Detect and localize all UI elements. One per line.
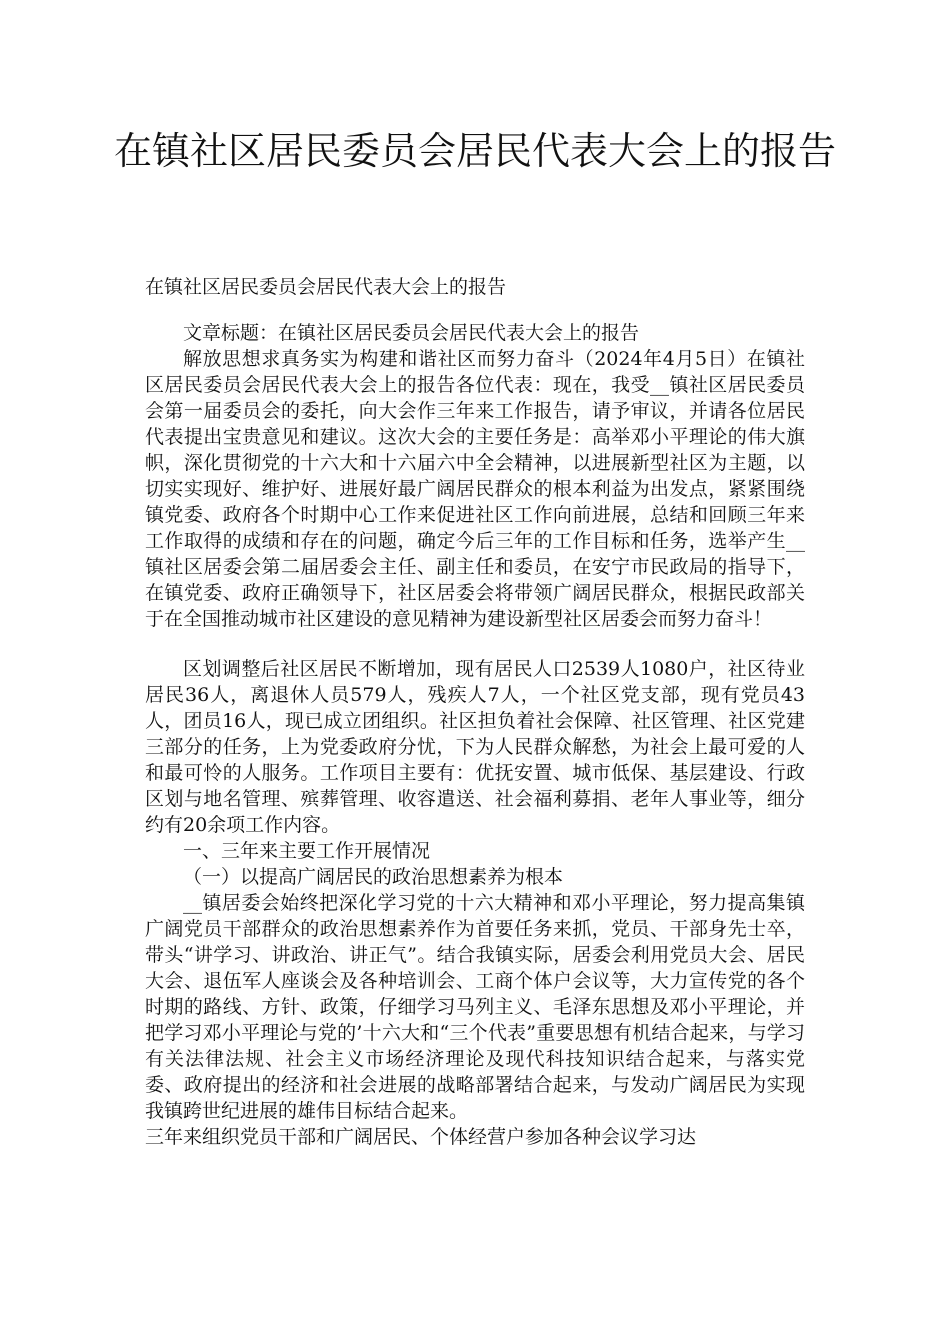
section-heading-1: 一、三年来主要工作开展情况 [183,840,431,862]
document-title: 在镇社区居民委员会居民代表大会上的报告 [113,129,836,173]
document-body [145,320,805,1150]
paragraph-continuation: 三年来组织党员干部和广阔居民、个体经营户参加各种会议学习达 [145,1126,697,1148]
paragraph-intro: 解放思想求真务实为构建和谐社区而努力奋斗（2024年4月5日）在镇社区居民委员会居民代表大会上的报告各位代表：现在，我受__镇社区居民委员会第一届委员会的委托，向大会作三年来工作报告，请予审议，并请各位居民代表提出宝贵意见和建议。这次大会的主要任务是：高举邓小平理论的伟大旗帜，深化贯彻党的十六大和十六届六中全会精神，以进展新型社区为主题，以切实实现好、维护好、进展好最广阔居民群众的根本利益为出发点，紧紧围绕镇党委、政府各个时期中心工作来促进社区工作向前进展，总结和回顾三年来工作取得的成绩和存在的问题，确定今后三年的工作目标和任务，选举产生__镇社区居委会第二届居委会主任、副主任和委员，在安宁市民政局的指导下，在镇党委、政府正确领导下，社区居委会将带领广阔居民群众，根据民政部关于在全国推动城市社区建设的意见精神为建设新型社区居委会而努力奋斗！ [145,348,805,630]
article-title-line: 文章标题：在镇社区居民委员会居民代表大会上的报告 [183,322,640,344]
document-subtitle: 在镇社区居民委员会居民代表大会上的报告 [145,276,507,298]
paragraph-section-1: __镇居委会始终把深化学习党的十六大精神和邓小平理论，努力提高集镇广阔党员干部群众的政治思想素养作为首要任务来抓，党员、干部身先士卒，带头“讲学习、讲政治、讲正气”。结合我镇实际，居委会利用党员大会、居民大会、退伍军人座谈会及各种培训会、工商个体户会议等，大力宣传党的各个时期的路线、方针、政策，仔细学习马列主义、毛泽东思想及邓小平理论，并把学习邓小平理论与党的’十六大和“三个代表”重要思想有机结合起来，与学习有关法律法规、社会主义市场经济理论及现代科技知识结合起来，与落实党委、政府提出的经济和社会进展的战略部署结合起来，与发动广阔居民为实现我镇跨世纪进展的雄伟目标结合起来。 [145,892,805,1122]
paragraph-overview: 区划调整后社区居民不断增加，现有居民人口2539人1080户，社区待业居民36人，离退休人员579人，残疾人7人，一个社区党支部，现有党员43人，团员16人，现已成立团组织。社区担负着社会保障、社区管理、社区党建三部分的任务，上为党委政府分忧，下为人民群众解愁，为社会上最可爱的人和最可怜的人服务。工作项目主要有：优抚安置、城市低保、基层建设、行政区划与地名管理、殡葬管理、收容遣送、社会福利募捐、老年人事业等，细分约有20余项工作内容。 [145,658,805,836]
subsection-heading-1: （一）以提高广阔居民的政治思想素养为根本 [183,866,564,888]
